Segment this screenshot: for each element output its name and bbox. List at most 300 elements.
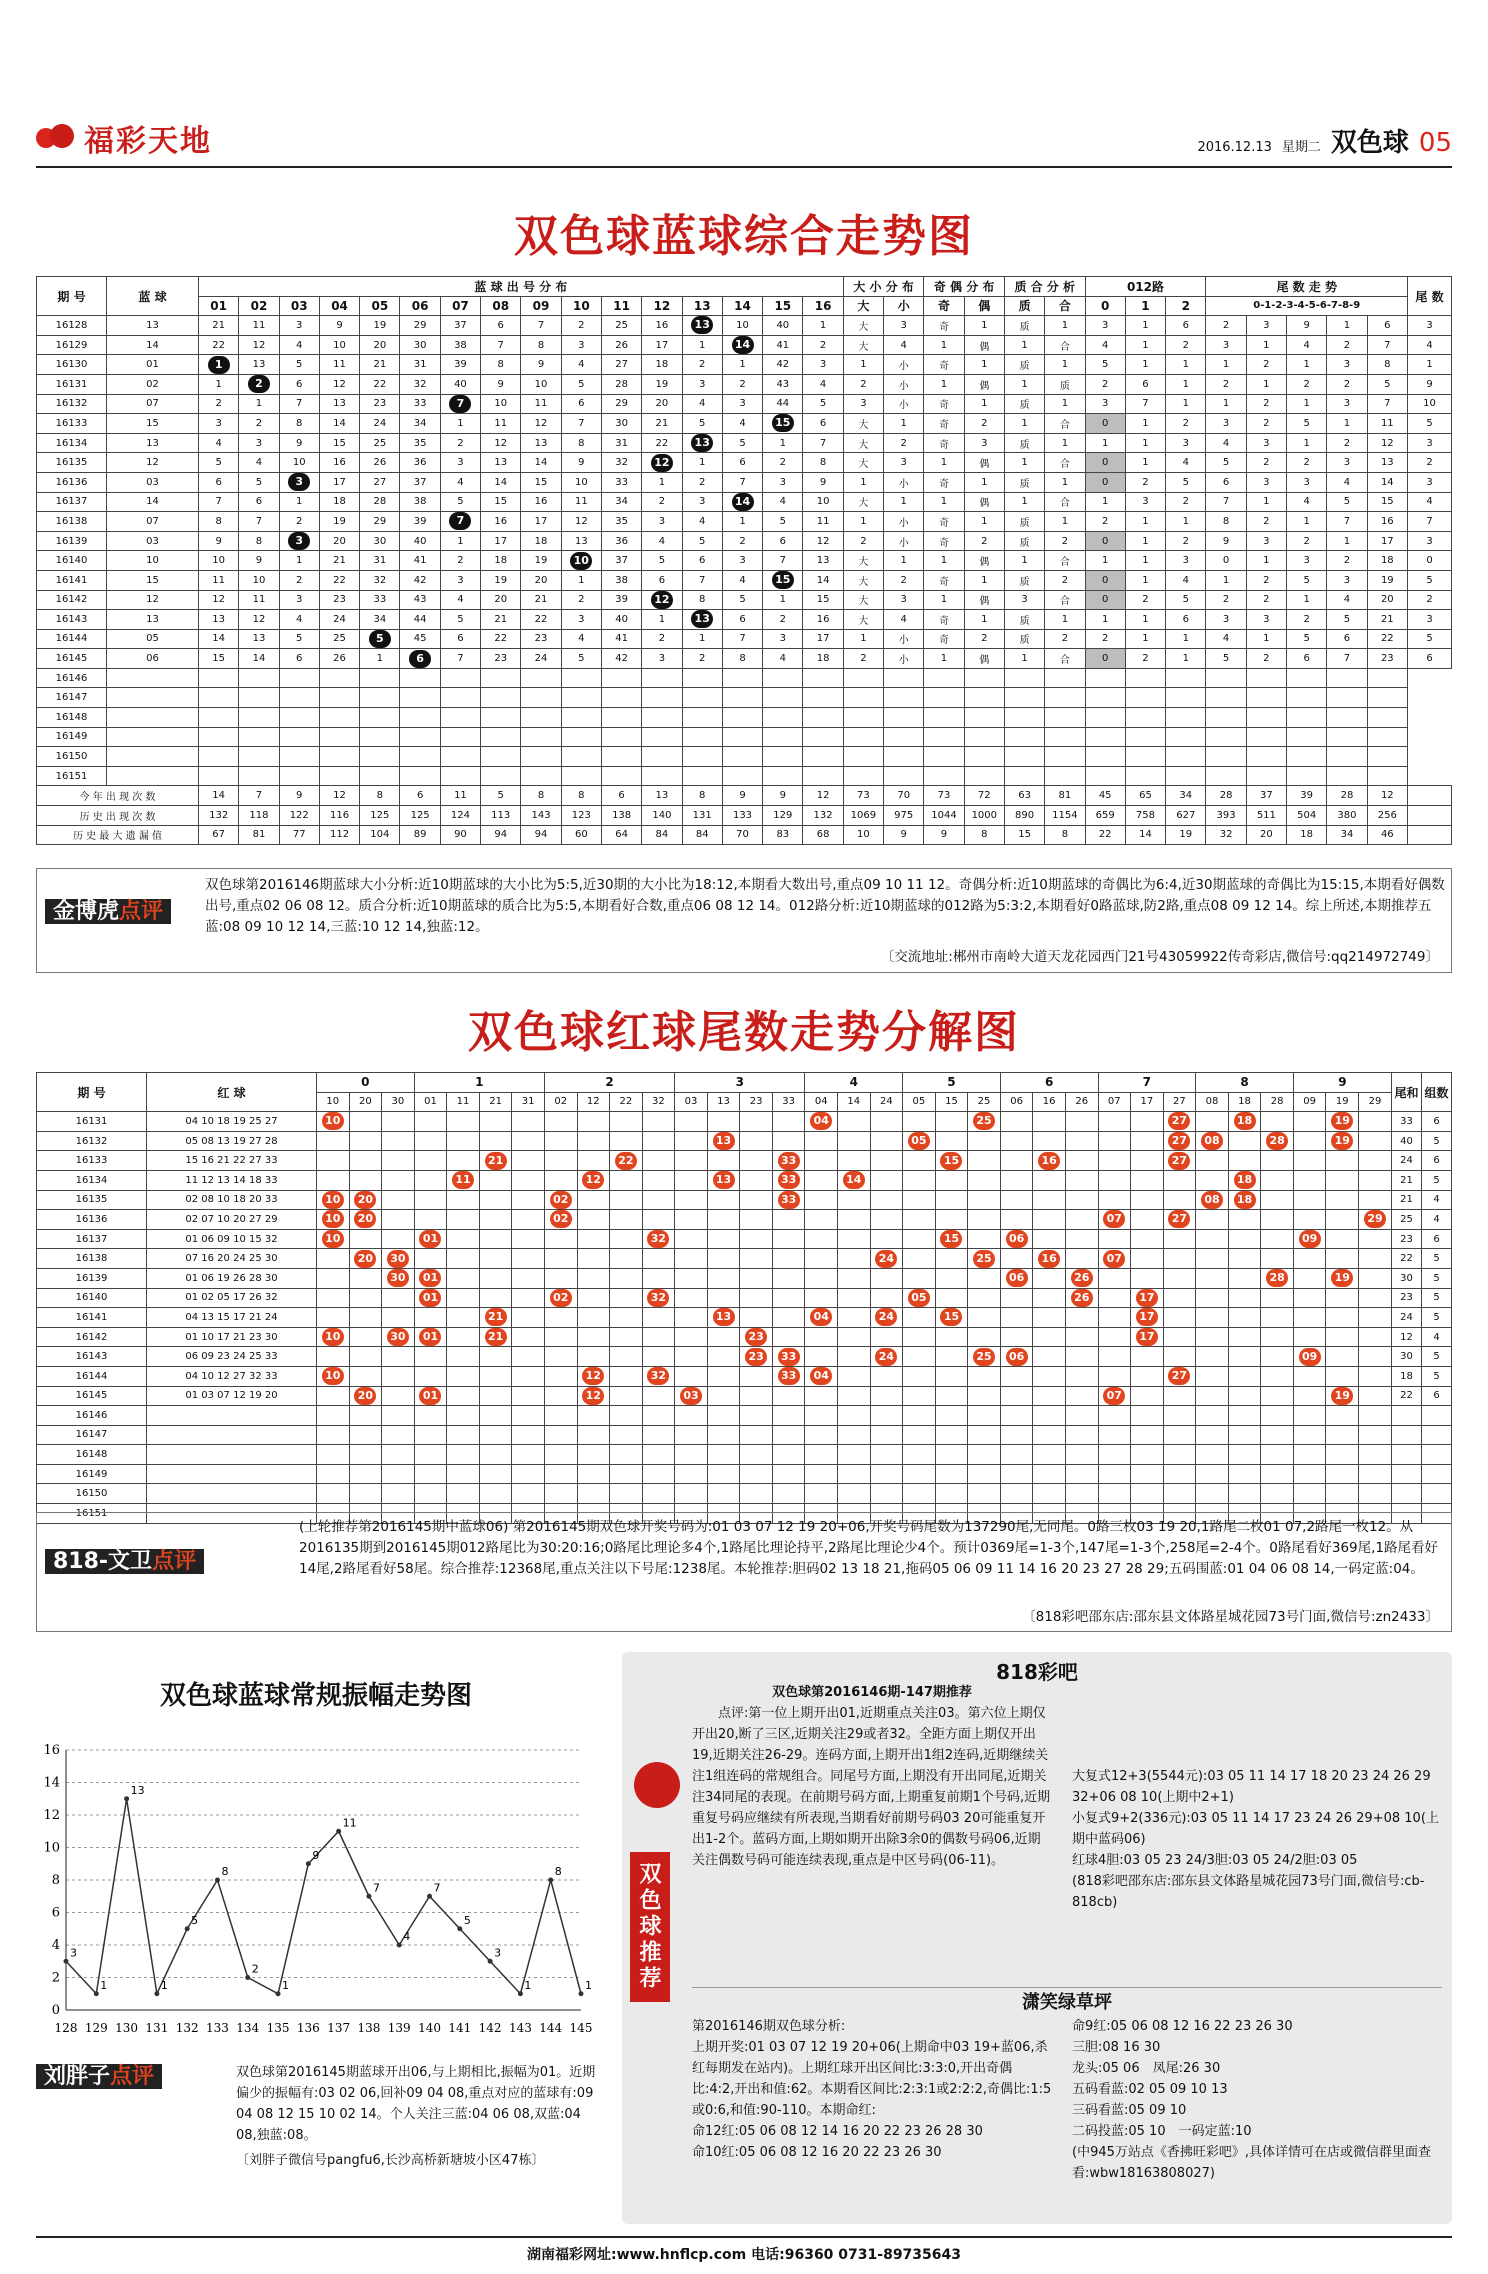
cell	[675, 1210, 708, 1230]
cell: 1	[1004, 374, 1044, 394]
cell: 3	[642, 512, 682, 532]
cell	[1293, 1327, 1326, 1347]
cell: 1	[843, 355, 883, 375]
y-tick-label: 16	[43, 1743, 60, 1758]
cell	[1166, 688, 1206, 708]
cell	[740, 1112, 773, 1132]
cell	[1065, 1112, 1098, 1132]
cell	[1408, 786, 1452, 806]
cell	[1196, 1308, 1229, 1328]
series-line	[66, 1799, 581, 1994]
cell	[561, 766, 601, 786]
cell	[1098, 1131, 1131, 1151]
cell	[1065, 1268, 1098, 1288]
col-sub: 16	[1033, 1092, 1066, 1112]
cell	[1293, 1170, 1326, 1190]
cell: 21	[521, 590, 561, 610]
col-sub: 10	[317, 1092, 350, 1112]
cell	[903, 1425, 936, 1445]
cell: 0	[1085, 453, 1125, 473]
cell	[1228, 1445, 1261, 1465]
cell	[772, 1288, 805, 1308]
cell	[1408, 806, 1452, 826]
cell: 68	[803, 825, 843, 845]
cell: 10	[521, 374, 561, 394]
cell	[1246, 668, 1286, 688]
comment-wenwei-text: (上轮推荐第2016145期中蓝球06) 第2016145期双色球开奖号码为:01 03 07 12 19 20+06,开奖号码尾数为137290尾,无同尾。0路三枚03 19 20,1路尾二枚01 07,2路尾一枚12。从2016135期到2016145期012路尾比为30:20:16;0路尾比理论多4个,1路尾比理论持平,2路尾比理论少4个。预计0369尾=1-3个,147尾=1-3个,258尾=2-4个。0路尾看好369尾,1路尾看好14尾,2路尾看好58尾。综合推荐:12368尾,重点关注以下号尾:1238尾。本轮推荐:胆码02 13 18 21,拖码05 06 09 11 14 16 20 23 27 28 29;五码围蓝:01 04 06 08 14,一码定蓝:04。	[299, 1519, 1439, 1577]
cell	[1326, 1366, 1359, 1386]
tail-sum: 24	[1392, 1308, 1422, 1328]
cell	[964, 766, 1004, 786]
cell	[968, 1131, 1001, 1151]
cell	[968, 1190, 1001, 1210]
author-name: 刘胖子	[44, 2064, 111, 2089]
cell: 4	[884, 335, 924, 355]
cell	[838, 1386, 871, 1406]
cell: 3	[1206, 335, 1246, 355]
cell: 17	[521, 512, 561, 532]
cell	[805, 1406, 838, 1426]
cell: 2	[964, 629, 1004, 649]
cell	[1228, 1366, 1261, 1386]
cell	[1166, 708, 1206, 728]
cell: 20	[481, 590, 521, 610]
cell	[1065, 1131, 1098, 1151]
cell: 6	[601, 786, 641, 806]
red-numbers: 01 06 19 26 28 30	[147, 1268, 317, 1288]
cell	[870, 1249, 903, 1269]
cell: 1000	[964, 806, 1004, 826]
cell: 9	[924, 825, 964, 845]
cell	[1085, 668, 1125, 688]
cell: 7	[1206, 492, 1246, 512]
cell: 6	[279, 649, 319, 669]
cell: 奇	[924, 355, 964, 375]
data-point	[276, 1991, 281, 1996]
page-footer: 湖南福彩网址:www.hnflcp.com 电话:96360 0731-89735643	[36, 2236, 1452, 2264]
cell	[805, 1151, 838, 1171]
data-point	[94, 1991, 99, 1996]
cell	[1033, 1366, 1066, 1386]
cell	[968, 1406, 1001, 1426]
cell	[1326, 1484, 1359, 1504]
cell	[544, 1268, 577, 1288]
cell: 1	[722, 355, 762, 375]
cell	[1261, 1268, 1294, 1288]
red-ball: 20	[354, 1210, 376, 1228]
cell: 2	[279, 512, 319, 532]
cell: 11	[1367, 414, 1407, 434]
cell	[400, 688, 440, 708]
red-ball: 28	[1266, 1132, 1288, 1150]
data-label: 5	[191, 1913, 199, 1927]
cell: 1	[1166, 394, 1206, 414]
cell: 5	[722, 590, 762, 610]
cell	[561, 747, 601, 767]
period: 16139	[37, 531, 107, 551]
cell	[964, 747, 1004, 767]
cell	[360, 747, 400, 767]
cell	[382, 1347, 415, 1367]
x-tick-label: 135	[266, 2021, 290, 2035]
cell: 29	[360, 512, 400, 532]
col-sub: 偶	[964, 296, 1004, 316]
cell: 15	[803, 590, 843, 610]
cell	[1098, 1210, 1131, 1230]
data-point	[154, 1991, 159, 1996]
cell: 奇	[924, 610, 964, 630]
red-ball: 15	[940, 1308, 962, 1326]
small-combo: 小复式9+2(336元):03 05 11 14 17 23 24 26 29+08 10(上期中蓝码06)	[1072, 1811, 1439, 1847]
cell: 12	[521, 414, 561, 434]
cell	[577, 1327, 610, 1347]
col-sub: 18	[1228, 1092, 1261, 1112]
cell	[935, 1288, 968, 1308]
cell	[1065, 1151, 1098, 1171]
cell: 6	[440, 629, 480, 649]
period: 16133	[37, 1151, 147, 1171]
cell	[1033, 1308, 1066, 1328]
cell	[805, 1425, 838, 1445]
cell	[400, 708, 440, 728]
cell	[1163, 1249, 1196, 1269]
period: 16143	[37, 610, 107, 630]
red9: 命9红:05 06 08 12 16 22 23 26 30	[1072, 2019, 1293, 2034]
col-sub: 09	[1293, 1092, 1326, 1112]
cell	[1196, 1327, 1229, 1347]
cell: 1	[1125, 610, 1165, 630]
period: 16151	[37, 1504, 147, 1524]
cell	[1065, 1445, 1098, 1465]
cell	[1196, 1210, 1229, 1230]
cell	[440, 708, 480, 728]
cell	[447, 1464, 480, 1484]
col-sub: 24	[870, 1092, 903, 1112]
cell: 2	[1045, 570, 1085, 590]
cell	[1125, 766, 1165, 786]
cell	[675, 1425, 708, 1445]
cell: 1	[964, 512, 1004, 532]
cell	[577, 1112, 610, 1132]
cell	[147, 1425, 317, 1445]
red-numbers: 01 10 17 21 23 30	[147, 1327, 317, 1347]
cell: 1	[1125, 316, 1165, 336]
red-ball: 20	[354, 1387, 376, 1405]
cell	[349, 1386, 382, 1406]
cell: 32	[1206, 825, 1246, 845]
group-count: 5	[1422, 1347, 1452, 1367]
cell	[642, 1484, 675, 1504]
cell: 质	[1004, 512, 1044, 532]
table-row	[37, 374, 1452, 394]
cell	[1359, 1131, 1392, 1151]
period: 16134	[37, 1170, 147, 1190]
col-group: 0	[317, 1073, 415, 1093]
cell: 60	[561, 825, 601, 845]
cell: 2	[239, 414, 279, 434]
cell: 4	[1287, 335, 1327, 355]
col-sub: 质	[1004, 296, 1044, 316]
cell	[935, 1484, 968, 1504]
one-blue: 一码定蓝:10	[1178, 2124, 1252, 2139]
cell	[843, 747, 883, 767]
cell: 22	[1085, 825, 1125, 845]
cell: 17	[803, 629, 843, 649]
cell: 11	[319, 355, 359, 375]
cell: 2	[1287, 531, 1327, 551]
cell: 2	[843, 531, 883, 551]
cell: 1	[763, 590, 803, 610]
cell	[1392, 1425, 1422, 1445]
data-point	[245, 1975, 250, 1980]
cell	[1000, 1347, 1033, 1367]
cell: 3	[1125, 492, 1165, 512]
cell: 23	[1367, 649, 1407, 669]
section-a-body: 点评:第一位上期开出01,近期重点关注03。第六位上期仅开出20,断了三区,近期关注29或者32。全距方面上期仅开出19,近期关注26-29。连码方面,上期开出1组2连码,近期继续关注1组连码的常规组合。同尾号方面,上期没有开出同尾,近期关注34同尾的表现。在前期号码方面,上期重复前期1个号码,近期重复号码应继续有所表现,当期看好前期号码03 20可能重复开出1-2个。蓝码方面,上期如期开出除3余0的偶数号码06,近期关注偶数号码可能连续表现,重点是中区号码(06-11)。	[692, 1706, 1051, 1868]
cell	[682, 610, 722, 630]
cell: 46	[1367, 825, 1407, 845]
cell: 38	[440, 335, 480, 355]
cell	[903, 1445, 936, 1465]
cell: 1	[1045, 512, 1085, 532]
cell: 5	[803, 394, 843, 414]
col-num: 04	[319, 296, 359, 316]
cell	[1327, 688, 1367, 708]
cell	[1293, 1347, 1326, 1367]
cell: 2	[1246, 394, 1286, 414]
cell	[1261, 1249, 1294, 1269]
col-sub: 05	[903, 1092, 936, 1112]
cell: 2	[843, 374, 883, 394]
cell	[968, 1112, 1001, 1132]
cell	[1098, 1229, 1131, 1249]
group-count: 6	[1422, 1151, 1452, 1171]
cell	[1326, 1406, 1359, 1426]
cell: 11	[481, 414, 521, 434]
cell	[838, 1170, 871, 1190]
comment-liu-tag	[36, 2064, 162, 2089]
cell	[675, 1170, 708, 1190]
cell	[870, 1288, 903, 1308]
cell	[740, 1249, 773, 1269]
blue-value: 14	[107, 492, 199, 512]
cell	[803, 708, 843, 728]
author-name: 金博虎	[53, 899, 120, 924]
cell	[903, 1249, 936, 1269]
cell	[722, 335, 762, 355]
cell	[935, 1268, 968, 1288]
cell	[512, 1249, 545, 1269]
cell: 3	[239, 433, 279, 453]
cell: 1	[1085, 492, 1125, 512]
blue-value: 12	[107, 590, 199, 610]
red-tail-title: 双色球红球尾数走势分解图	[468, 1007, 1020, 1058]
tag-label: 点评	[110, 2064, 155, 2089]
cell	[968, 1347, 1001, 1367]
cell: 7	[1367, 394, 1407, 414]
cell	[935, 1308, 968, 1328]
cell	[1163, 1308, 1196, 1328]
cell	[447, 1249, 480, 1269]
cell: 2	[1166, 414, 1206, 434]
cell: 2	[763, 610, 803, 630]
cell: 2	[843, 649, 883, 669]
cell	[1163, 1327, 1196, 1347]
cell: 质	[1004, 433, 1044, 453]
col-group: 2	[544, 1073, 674, 1093]
cell: 6	[763, 531, 803, 551]
cell	[479, 1210, 512, 1230]
cell	[544, 1288, 577, 1308]
cell	[382, 1406, 415, 1426]
cell	[317, 1406, 350, 1426]
cell: 30	[601, 414, 641, 434]
cell	[349, 1249, 382, 1269]
cell: 12	[199, 590, 239, 610]
cell	[577, 1170, 610, 1190]
page-number: 05	[1418, 128, 1452, 158]
blue-ball: 13	[691, 316, 713, 334]
cell	[1326, 1151, 1359, 1171]
cell: 43	[763, 374, 803, 394]
col-red: 红 球	[147, 1073, 317, 1112]
cell: 9	[319, 316, 359, 336]
cell	[870, 1445, 903, 1465]
cell: 1	[1206, 355, 1246, 375]
cell	[838, 1249, 871, 1269]
cell	[805, 1229, 838, 1249]
cell	[1392, 1464, 1422, 1484]
cell	[1166, 747, 1206, 767]
table-row	[37, 1268, 1452, 1288]
cell: 4	[1206, 629, 1246, 649]
period: 16146	[37, 668, 107, 688]
red-ball: 02	[550, 1191, 572, 1209]
tail-value: 9	[1408, 374, 1452, 394]
cell	[682, 688, 722, 708]
x-tick-label: 129	[84, 2021, 108, 2035]
cell	[903, 1308, 936, 1328]
red-ball: 04	[810, 1367, 832, 1385]
cell	[1033, 1190, 1066, 1210]
cell	[239, 374, 279, 394]
cell: 1	[964, 394, 1004, 414]
cell	[1326, 1308, 1359, 1328]
cell: 9	[199, 531, 239, 551]
cell	[642, 1327, 675, 1347]
cell: 质	[1004, 355, 1044, 375]
cell	[1125, 708, 1165, 728]
cell	[805, 1386, 838, 1406]
badge-icon	[634, 1762, 680, 1808]
cell: 10	[279, 453, 319, 473]
col-blue: 蓝 球	[107, 277, 199, 316]
tail-sum: 18	[1392, 1366, 1422, 1386]
cell	[317, 1327, 350, 1347]
cell	[317, 1249, 350, 1269]
cell: 36	[601, 531, 641, 551]
cell	[1228, 1210, 1261, 1230]
red-ball: 28	[1266, 1269, 1288, 1287]
cell: 偶	[964, 335, 1004, 355]
cell	[1163, 1347, 1196, 1367]
cell	[903, 1386, 936, 1406]
cell: 40	[400, 531, 440, 551]
cell: 4	[682, 512, 722, 532]
cell	[675, 1288, 708, 1308]
comment-wenwei-tag	[45, 1549, 204, 1574]
period: 16142	[37, 1327, 147, 1347]
cell	[722, 727, 762, 747]
col-num: 15	[763, 296, 803, 316]
cell	[740, 1170, 773, 1190]
cell: 16	[521, 492, 561, 512]
cell	[805, 1327, 838, 1347]
cell: 3	[1246, 610, 1286, 630]
col-group: 5	[903, 1073, 1001, 1093]
cell: 22	[1367, 629, 1407, 649]
cell	[642, 1210, 675, 1230]
cell	[512, 1268, 545, 1288]
red-numbers: 11 12 13 14 18 33	[147, 1170, 317, 1190]
cell	[414, 1366, 447, 1386]
tail-sum: 21	[1392, 1190, 1422, 1210]
cell: 6	[682, 551, 722, 571]
blue-value: 06	[107, 649, 199, 669]
cell: 8	[964, 825, 1004, 845]
cell: 84	[642, 825, 682, 845]
cell: 25	[601, 316, 641, 336]
cell: 1	[1246, 492, 1286, 512]
cell	[1163, 1112, 1196, 1132]
cell: 5	[1327, 610, 1367, 630]
col-sub: 01	[414, 1092, 447, 1112]
cell: 9	[803, 472, 843, 492]
data-point	[457, 1926, 462, 1931]
tail-value: 0	[1408, 551, 1452, 571]
blue-value: 10	[107, 551, 199, 571]
cell: 1	[1085, 551, 1125, 571]
cell: 21	[199, 316, 239, 336]
group-count: 6	[1422, 1229, 1452, 1249]
cell	[107, 727, 199, 747]
cell	[722, 766, 762, 786]
cell	[561, 727, 601, 747]
cell	[1033, 1406, 1066, 1426]
period: 16140	[37, 551, 107, 571]
col-group: 1	[414, 1073, 544, 1093]
cell: 8	[561, 786, 601, 806]
cell: 19	[481, 570, 521, 590]
cell	[447, 1210, 480, 1230]
cell	[1326, 1445, 1359, 1465]
cell: 0	[1206, 551, 1246, 571]
cell	[1098, 1112, 1131, 1132]
right-col	[1072, 1682, 1442, 1913]
red-ball: 01	[419, 1230, 441, 1248]
cell	[1359, 1445, 1392, 1465]
period: 16135	[37, 1190, 147, 1210]
cell	[1163, 1445, 1196, 1465]
cell: 90	[440, 825, 480, 845]
cell	[1004, 688, 1044, 708]
cell	[1033, 1288, 1066, 1308]
cell	[1261, 1229, 1294, 1249]
cell	[1166, 668, 1206, 688]
cell	[512, 1445, 545, 1465]
tail-sum: 23	[1392, 1288, 1422, 1308]
group-count: 6	[1422, 1386, 1452, 1406]
